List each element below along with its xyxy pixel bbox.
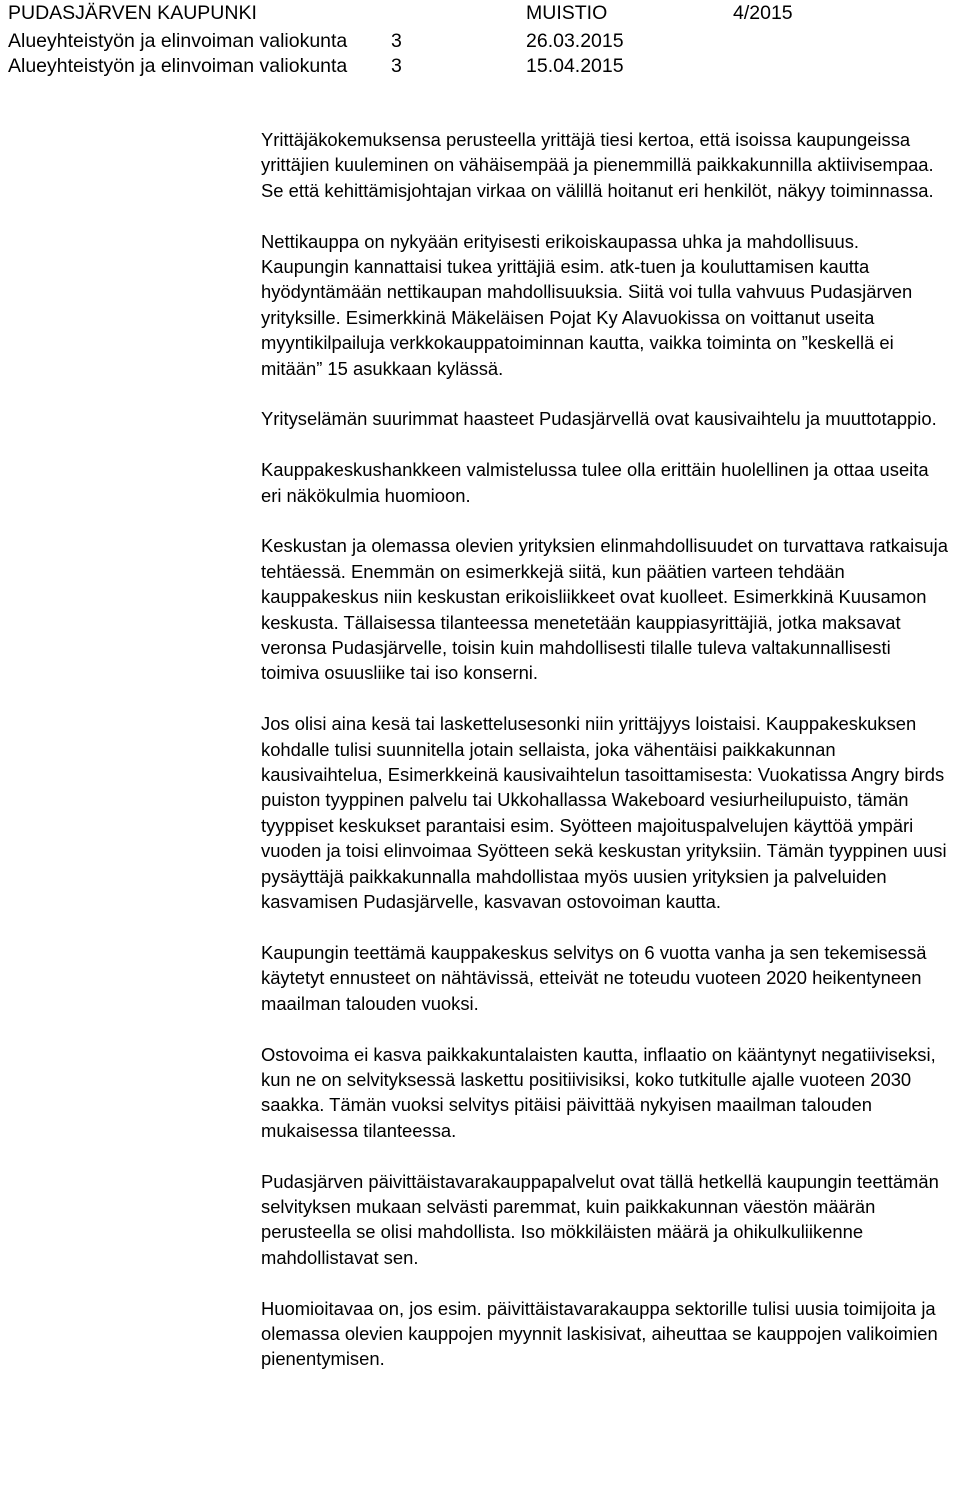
paragraph: Ostovoima ei kasva paikkakuntalaisten kautta, inflaatio on kääntynyt negatiiviseksi, kun ne on selvityksessä laskettu positiivisiksi, koko tutkitulle ajalle vuoteen 2030 saakka. Tämän vuoksi selvitys pitäisi päivittää nykyisen maailman talouden mukaisessa tilanteessa.	[261, 1043, 936, 1141]
paragraph: Pudasjärven päivittäistavarakauppapalvelut ovat tällä hetkellä kaupungin teettämän selvityksen mukaan selvästi paremmat, kuin paikkakunnan väestön määrän perusteella se olisi mahdollista. Iso mökkiläisten määrä ja ohikulkuliikenne mahdollistavat sen.	[261, 1170, 939, 1268]
document-number: 4/2015	[733, 2, 793, 24]
committee-name: Alueyhteistyön ja elinvoiman valiokunta	[8, 55, 348, 77]
paragraph: Nettikauppa on nykyään erityisesti erikoiskaupassa uhka ja mahdollisuus. Kaupungin kannattaisi tukea yrittäjiä esim. atk-tuen ja kouluttamisen kautta hyödyntämään nettikaupan mahdollisuuksia. Siitä voi tulla vahvuus Pudasjärven yrityksille. Esimerkkinä Mäkeläisen Pojat Ky Alavuokissa on voittanut useita myyntikilpailuja verkkokauppatoiminnan kautta, vaikka toiminta on ”keskellä ei mitään” 15 asukkaan kylässä.	[261, 230, 913, 379]
paragraph: Huomioitavaa on, jos esim. päivittäistavarakauppa sektorille tulisi uusia toimijoita ja olemassa olevien kauppojen myynnit laskisivat, aiheuttaa se kauppojen valikoimien pienentymisen.	[261, 1297, 938, 1370]
meeting-date: 15.04.2015	[526, 55, 624, 77]
paragraph: Kaupungin teettämä kauppakeskus selvitys on 6 vuotta vanha ja sen tekemisessä käytetyt ennusteet on nähtävissä, etteivät ne toteudu vuoteen 2020 heikentyneen maailman talouden vuoksi.	[261, 941, 927, 1014]
meeting-row	[8, 29, 948, 54]
paragraph: Jos olisi aina kesä tai laskettelusesonki niin yrittäjyys loistaisi. Kauppakeskuksen kohdalle tulisi suunnitella jotain sellaista, joka vähentäisi paikkakunnan kausivaihtelua, Esimerkkeinä kausivaihtelun tasoittamisesta: Vuokatissa Angry birds puiston tyyppinen palvelu tai Ukkohallassa Wakeboard vesiurheilupuisto, tämän tyyppiset keskukset parantaisi esim. Syötteen majoituspalvelujen käyttöä ympäri vuoden ja toisi elinvoimaa Syötteen sekä keskustan yrityksiin. Tämän tyyppinen uusi pysäyttäjä paikkakunnalla mahdollistaa myös uusien yrityksien ja palveluiden kasvamisen Pudasjärvelle, kasvavan ostovoiman kautta.	[261, 713, 947, 913]
meeting-date: 26.03.2015	[526, 30, 624, 52]
paragraph: Keskustan ja olemassa olevien yrityksien elinmahdollisuudet on turvattava ratkaisuja tehtäessä. Enemmän on esimerkkejä siitä, kun päätien varteen tehdään kauppakeskus niin keskustan erikoisliikkeet ovat kuolleet. Esimerkkinä Kuusamon keskusta. Tällaisessa tilanteessa menetetään kauppiasyrittäjiä, jotka maksavat veronsa Pudasjärvelle, toisin kuin mahdollisesti tilalle tuleva valtakunnallisesti toimiva osuusliike tai iso konserni.	[261, 535, 948, 684]
organization-name: PUDASJÄRVEN KAUPUNKI	[8, 2, 257, 24]
committee-name: Alueyhteistyön ja elinvoiman valiokunta	[8, 30, 348, 52]
document-header	[8, 0, 948, 79]
paragraph: Yrityselämän suurimmat haasteet Pudasjärvellä ovat kausivaihtelu ja muuttotappio.	[261, 408, 937, 430]
meeting-number: 3	[391, 30, 402, 52]
meeting-row	[8, 54, 948, 79]
header-title-row	[8, 0, 948, 29]
document-type: MUISTIO	[526, 2, 608, 24]
paragraph: Yrittäjäkokemuksensa perusteella yrittäjä tiesi kertoa, että isoissa kaupungeissa yrittäjien kuuleminen on vähäisempää ja pienemmillä paikkakunnilla aktiivisempaa. Se että kehittämisjohtajan virkaa on välillä hoitanut eri henkilöt, näkyy toiminnassa.	[261, 129, 934, 201]
meeting-number: 3	[391, 55, 402, 77]
paragraph: Kauppakeskushankkeen valmistelussa tulee olla erittäin huolellinen ja ottaa useita eri näkökulmia huomioon.	[261, 459, 929, 506]
memo-body	[261, 127, 951, 1372]
